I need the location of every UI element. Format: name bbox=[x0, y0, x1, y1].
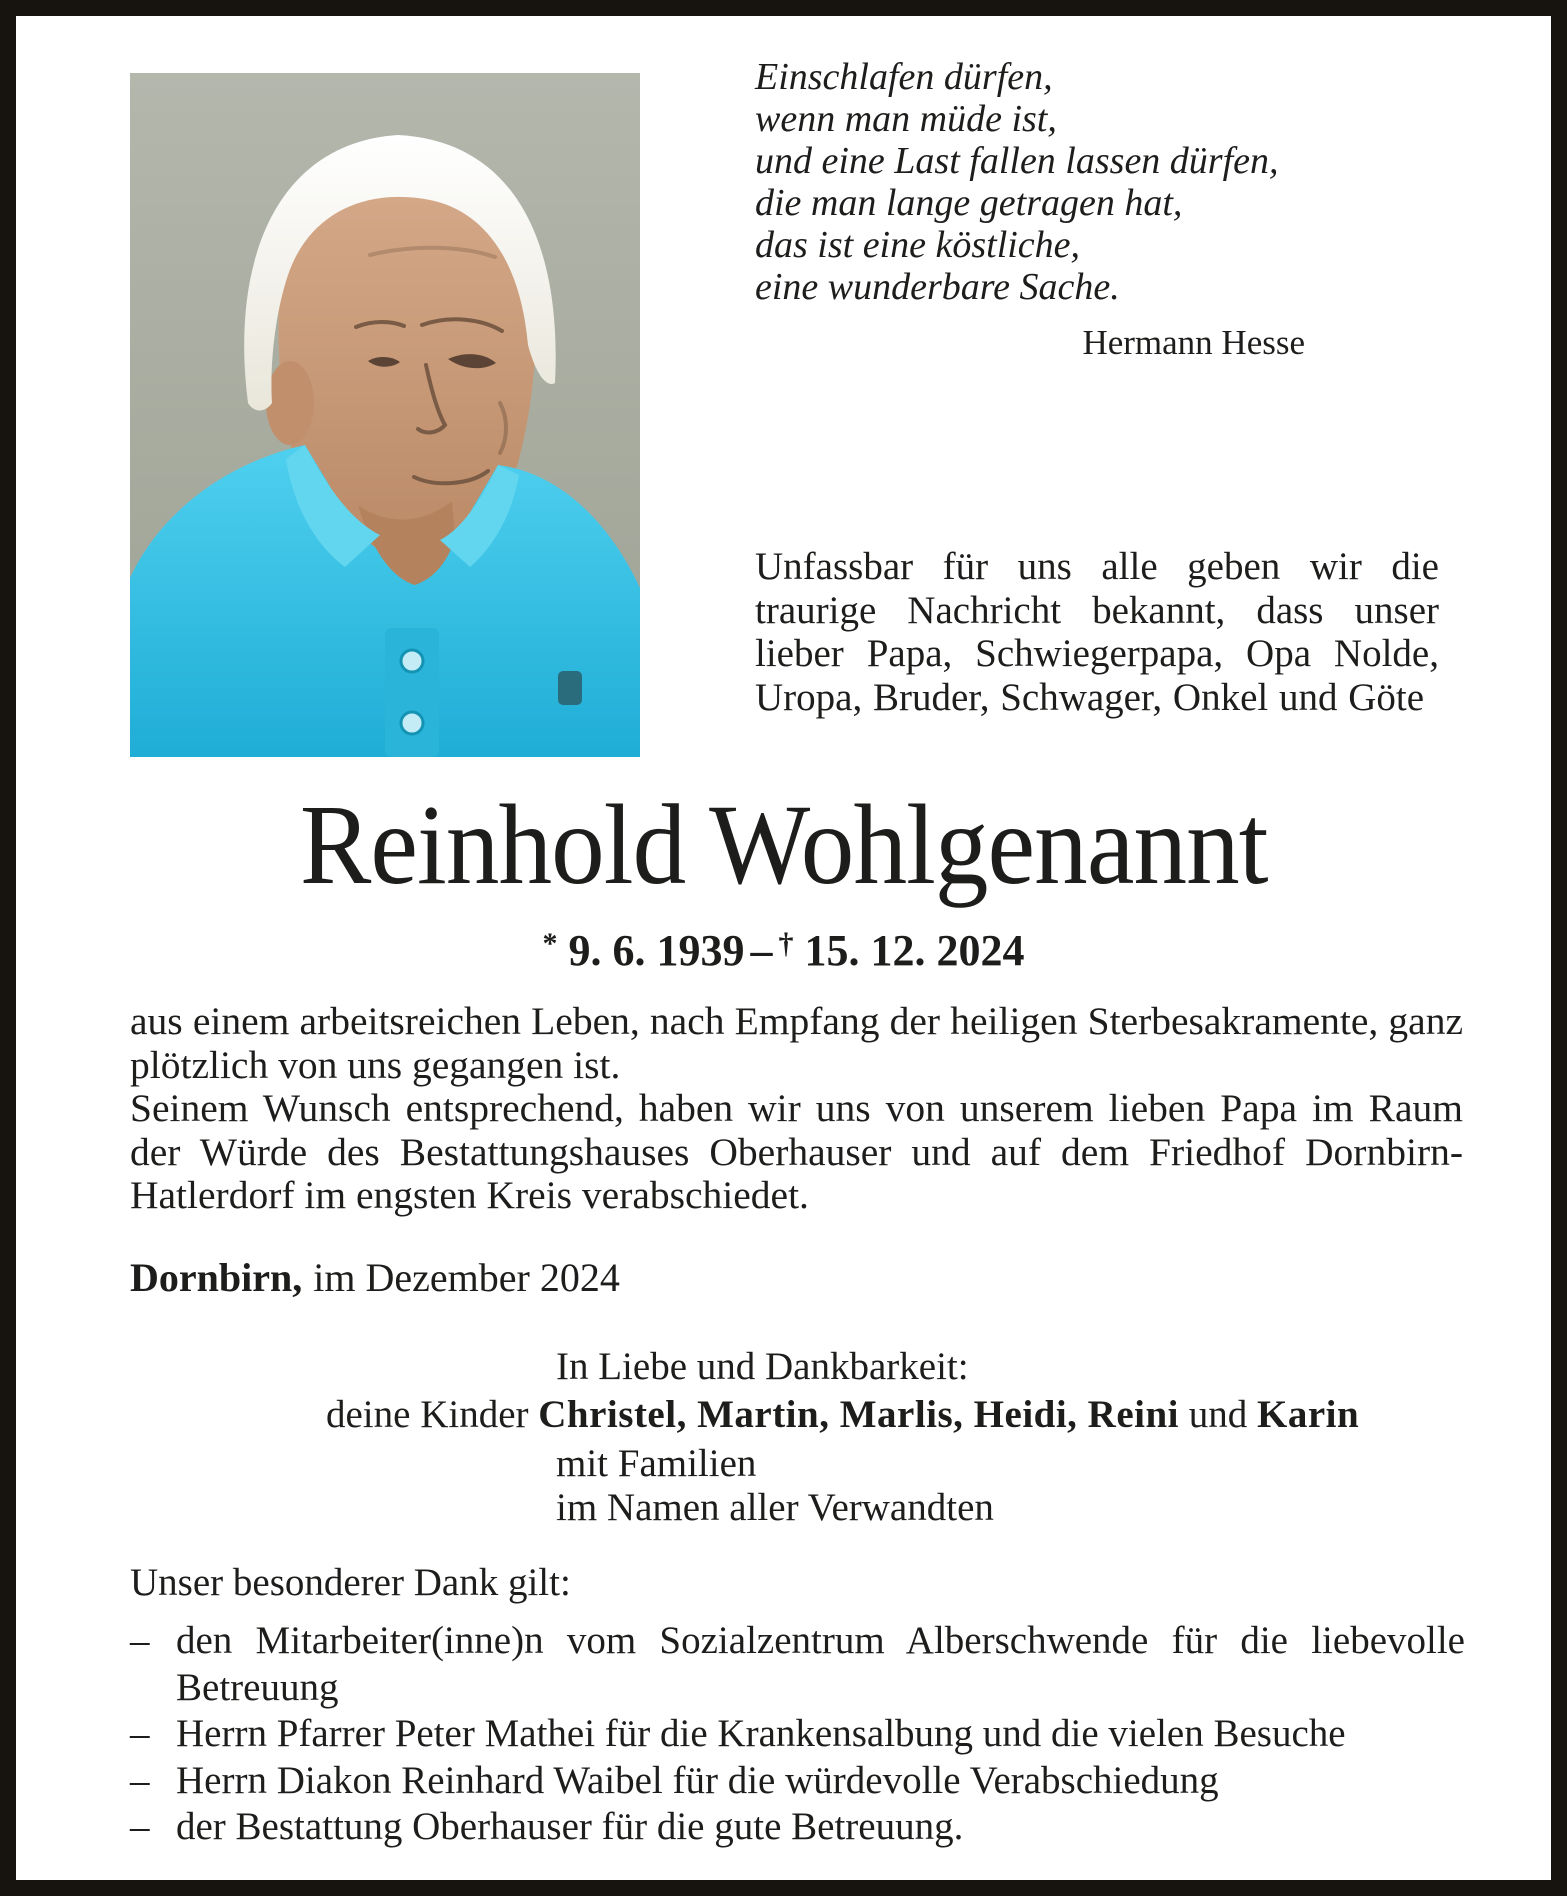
dateline-date: im Dezember 2024 bbox=[313, 1255, 620, 1300]
shirt-button bbox=[401, 650, 423, 672]
poem-attribution: Hermann Hesse bbox=[1082, 323, 1305, 362]
thanks-item-text: der Bestattung Oberhauser für die gute Betreuung. bbox=[176, 1805, 964, 1848]
list-dash: – bbox=[130, 1712, 150, 1755]
children-last-name: Karin bbox=[1257, 1393, 1360, 1436]
thanks-item-text: den Mitarbeiter(inne)n vom Sozialzentrum Alberschwende für die liebevolle Betreuung bbox=[176, 1619, 1465, 1709]
thanks-heading: Unser besonderer Dank gilt: bbox=[130, 1561, 571, 1604]
birth-star-symbol: * bbox=[542, 927, 558, 960]
ear-shape bbox=[266, 361, 314, 445]
dateline bbox=[130, 1254, 620, 1301]
placket-shape bbox=[385, 628, 439, 757]
children-prefix: deine Kinder bbox=[326, 1393, 529, 1436]
poem-line: und eine Last fallen lassen dürfen, bbox=[755, 140, 1279, 182]
poem-line: wenn man müde ist, bbox=[755, 98, 1057, 140]
death-date: 15. 12. 2024 bbox=[804, 926, 1025, 975]
portrait-illustration bbox=[130, 73, 640, 757]
announcement-paragraph-1: aus einem arbeitsreichen Leben, nach Empfang der heiligen Sterbesakramente, ganz plötzlich von uns gegangen ist. bbox=[130, 999, 1463, 1087]
farewell-relatives-line: im Namen aller Verwandten bbox=[556, 1486, 994, 1529]
children-names: Christel, Martin, Marlis, Heidi, Reini bbox=[538, 1393, 1180, 1436]
list-dash: – bbox=[130, 1619, 150, 1662]
children-line bbox=[326, 1392, 1359, 1437]
dates-separator: – bbox=[750, 926, 773, 975]
thanks-item bbox=[130, 1618, 1465, 1711]
farewell-heading: In Liebe und Dankbarkeit: bbox=[556, 1345, 969, 1388]
thanks-item bbox=[130, 1711, 1465, 1758]
children-conjunction: und bbox=[1188, 1393, 1248, 1436]
farewell-families-line: mit Familien bbox=[556, 1442, 757, 1485]
intro-paragraph: Unfassbar für uns alle geben wir die traurige Nachricht bekannt, dass unser lieber Papa, Schwiegerpapa, Opa Nolde, Uropa, Bruder, Schwager, Onkel und Göte bbox=[755, 545, 1439, 719]
shirt-logo bbox=[558, 671, 582, 705]
poem-line: eine wunderbare Sache. bbox=[755, 266, 1120, 308]
dateline-place: Dornbirn, bbox=[130, 1255, 303, 1300]
announcement-paragraph-2: Seinem Wunsch entsprechend, haben wir uns von unserem lieben Papa im Raum der Würde des Bestattungshauses Oberhauser und auf dem Friedhof Dornbirn-Hatlerdorf im engsten Kreis verabschiedet. bbox=[130, 1086, 1463, 1217]
deceased-name bbox=[20, 782, 1547, 907]
poem-line: die man lange getragen hat, bbox=[755, 182, 1183, 224]
list-dash: – bbox=[130, 1805, 150, 1848]
life-dates bbox=[20, 925, 1547, 976]
death-cross-symbol: † bbox=[778, 927, 794, 960]
announcement bbox=[130, 1000, 1463, 1218]
poem-line: Einschlafen dürfen, bbox=[755, 56, 1053, 98]
list-dash: – bbox=[130, 1758, 150, 1802]
thanks-list bbox=[130, 1618, 1465, 1851]
shirt-button bbox=[401, 712, 423, 734]
portrait-photo bbox=[130, 73, 640, 757]
thanks-item-text: Herrn Diakon Reinhard Waibel für die würdevolle Verabschiedung bbox=[176, 1758, 1219, 1802]
poem-line: das ist eine köstliche, bbox=[755, 224, 1081, 266]
thanks-item bbox=[130, 1758, 1465, 1805]
poem bbox=[755, 56, 1445, 364]
thanks-item-text: Herrn Pfarrer Peter Mathei für die Krankensalbung und die vielen Besuche bbox=[176, 1712, 1346, 1755]
deceased-name-text: Reinhold Wohlgenannt bbox=[299, 781, 1268, 908]
thanks-item bbox=[130, 1804, 1465, 1851]
birth-date: 9. 6. 1939 bbox=[568, 926, 745, 975]
